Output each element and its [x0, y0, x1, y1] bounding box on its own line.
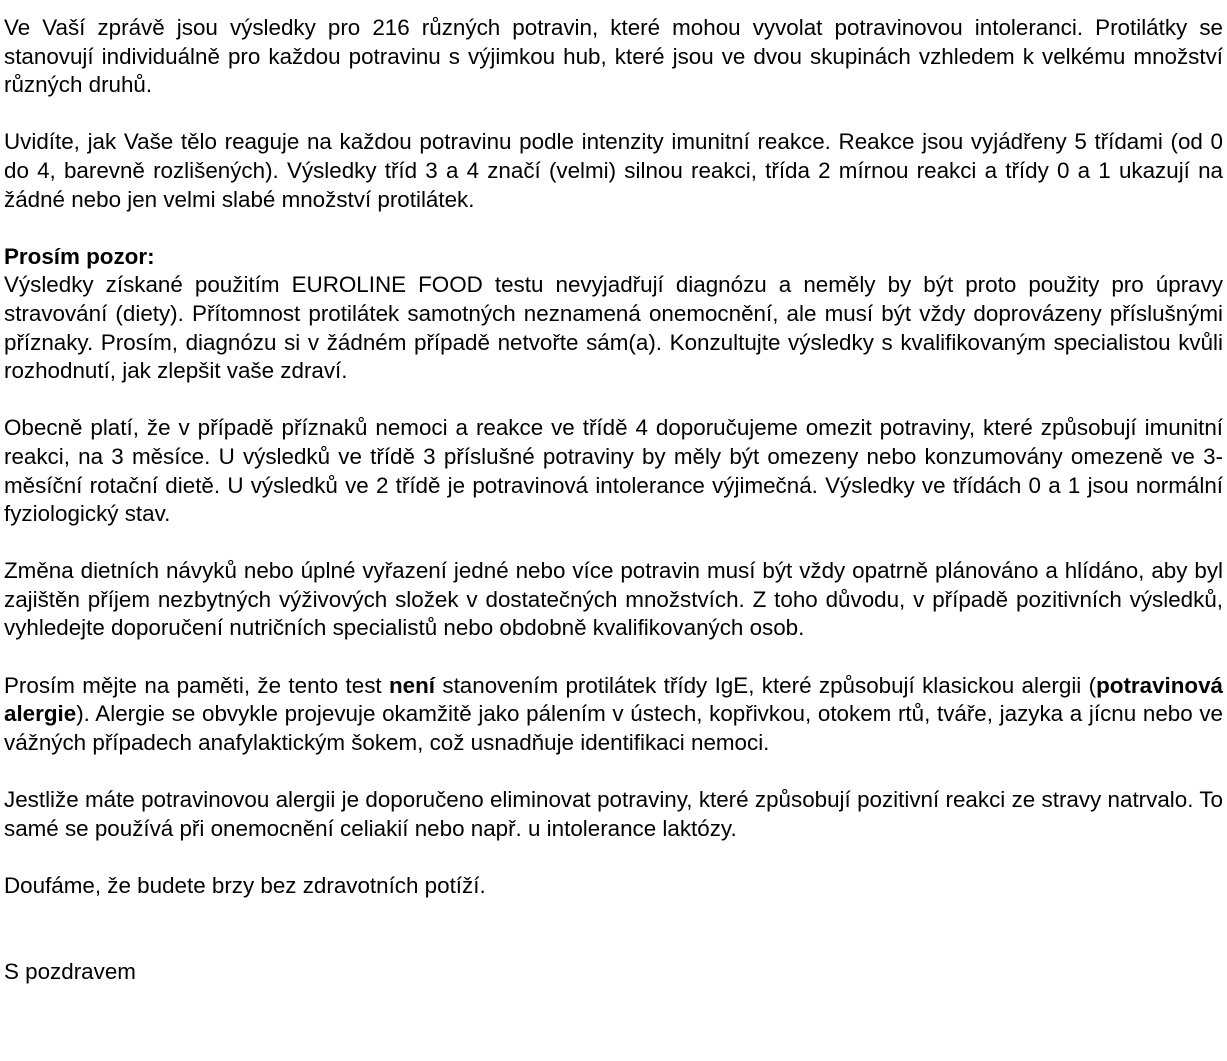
- ige-text-part2: stanovením protilátek třídy IgE, které způsobují klasickou alergii (: [435, 672, 1097, 698]
- paragraph-intro: Ve Vaší zprávě jsou výsledky pro 216 různých potravin, které mohou vyvolat potravinovou intoleranci. Protilátky se stanovují individuálně pro každou potravinu s výjimkou hub, které jsou ve dvou skupinách vzhledem k velkému množství různých druhů.: [4, 15, 1223, 98]
- paragraph-wishes: Doufáme, že budete brzy bez zdravotních potíží.: [4, 872, 486, 898]
- paragraph-general-rules: Obecně platí, že v případě příznaků nemoci a reakce ve třídě 4 doporučujeme omezit potraviny, které způsobují imunitní reakci, na 3 měsíce. U výsledků ve třídě 3 příslušné potraviny by měly být omezeny nebo konzumovány omezeně ve 3-měsíční rotační dietě. U výsledků ve 2 třídě je potravinová intolerance výjimečná. Výsledky ve třídách 0 a 1 jsou normální fyziologický stav.: [4, 415, 1223, 527]
- ige-bold-food-allergy: potravinová alergie: [4, 672, 1224, 727]
- warning-heading: Prosím pozor:: [4, 243, 155, 269]
- paragraph-warning: [4, 243, 1223, 386]
- ige-bold-not: není: [389, 672, 436, 698]
- closing-greeting: S pozdravem: [4, 958, 136, 984]
- paragraph-ige-note: [4, 672, 1223, 758]
- paragraph-reaction-classes: Uvidíte, jak Vaše tělo reaguje na každou potravinu podle intenzity imunitní reakce. Reakce jsou vyjádřeny 5 třídami (od 0 do 4, barevně rozlišených). Výsledky tříd 3 a 4 značí (velmi) silnou reakci, třída 2 mírnou reakci a třídy 0 a 1 ukazují na žádné nebo jen velmi slabé množství protilátek.: [4, 129, 1223, 212]
- paragraph-food-allergy: Jestliže máte potravinovou alergii je doporučeno eliminovat potraviny, které způsobují pozitivní reakci ze stravy natrvalo. To samé se používá při onemocnění celiakií nebo např. u intolerance laktózy.: [4, 787, 1223, 841]
- warning-text: Výsledky získané použitím EUROLINE FOOD testu nevyjadřují diagnózu a neměly by být proto použity pro úpravy stravování (diety). Přítomnost protilátek samotných neznamená onemocnění, ale musí být vždy doprovázeny příslušnými příznaky. Prosím, diagnózu si v žádném případě netvořte sám(a). Konzultujte výsledky s kvalifikovaným specialistou kvůli rozhodnutí, jak zlepšit vaše zdraví.: [4, 272, 1223, 384]
- ige-text-part3: ). Alergie se obvykle projevuje okamžitě jako pálením v ústech, kopřivkou, otokem rtů, tváře, jazyka a jícnu nebo ve vážných případech anafylaktickým šokem, což usnadňuje identifikaci nemoci.: [4, 701, 1223, 755]
- paragraph-diet-change: Změna dietních návyků nebo úplné vyřazení jedné nebo více potravin musí být vždy opatrně plánováno a hlídáno, aby byl zajištěn příjem nezbytných výživových složek v dostatečných množstvích. Z toho důvodu, v případě pozitivních výsledků, vyhledejte doporučení nutričních specialistů nebo obdobně kvalifikovaných osob.: [4, 558, 1223, 641]
- blank-line: [4, 929, 1223, 958]
- document-body: [4, 14, 1223, 1015]
- ige-text-part1: Prosím mějte na paměti, že tento test: [4, 672, 389, 698]
